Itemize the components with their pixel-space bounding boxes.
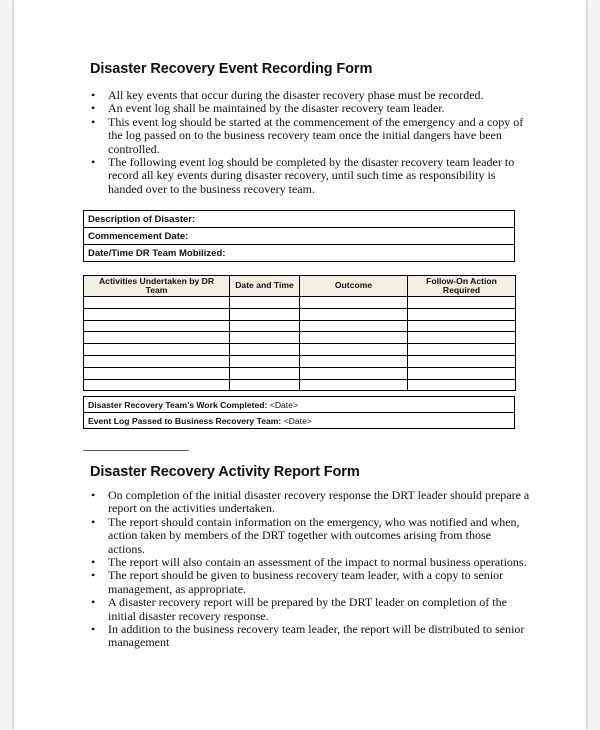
document-page bbox=[14, 0, 586, 730]
table-cell[interactable] bbox=[300, 332, 408, 344]
dr-team-mobilized-field[interactable]: Date/Time DR Team Mobilized: bbox=[84, 245, 515, 262]
disaster-info-table bbox=[83, 210, 515, 262]
column-header-follow-on: Follow-On Action Required bbox=[408, 276, 516, 297]
column-header-date-time: Date and Time bbox=[230, 276, 300, 297]
table-cell[interactable] bbox=[230, 344, 300, 356]
table-row bbox=[84, 332, 516, 344]
table-cell[interactable] bbox=[408, 379, 516, 391]
log-passed-label: Event Log Passed to Business Recovery Team: bbox=[88, 415, 282, 426]
table-cell[interactable] bbox=[84, 297, 230, 309]
table-cell[interactable] bbox=[408, 297, 516, 309]
event-recording-form-title: Disaster Recovery Event Recording Form bbox=[90, 61, 373, 77]
table-cell[interactable] bbox=[84, 379, 230, 391]
list-item: • A disaster recovery report will be prepared by the DRT leader on completion of the initial disaster recovery response. bbox=[90, 596, 530, 623]
table-cell[interactable] bbox=[230, 332, 300, 344]
table-row bbox=[84, 211, 515, 228]
log-passed-field[interactable] bbox=[84, 413, 515, 429]
table-row bbox=[84, 413, 515, 429]
activity-report-instructions bbox=[90, 489, 530, 650]
table-cell[interactable] bbox=[84, 320, 230, 332]
table-row bbox=[84, 245, 515, 262]
column-header-activities: Activities Undertaken by DR Team bbox=[84, 276, 230, 297]
table-cell[interactable] bbox=[300, 320, 408, 332]
table-cell[interactable] bbox=[408, 308, 516, 320]
log-passed-date-placeholder: <Date> bbox=[283, 415, 312, 426]
table-cell[interactable] bbox=[300, 367, 408, 379]
list-item: • All key events that occur during the disaster recovery phase must be recorded. bbox=[90, 89, 530, 102]
table-cell[interactable] bbox=[230, 320, 300, 332]
table-row bbox=[84, 228, 515, 245]
event-recording-instructions bbox=[90, 89, 530, 196]
table-cell[interactable] bbox=[300, 308, 408, 320]
list-item: • The report should be given to business recovery team leader, with a copy to senior management, as appropriate. bbox=[90, 569, 530, 596]
table-cell[interactable] bbox=[230, 355, 300, 367]
table-row bbox=[84, 397, 515, 413]
table-row bbox=[84, 344, 516, 356]
table-cell[interactable] bbox=[408, 355, 516, 367]
table-header-row bbox=[84, 276, 516, 297]
list-item: • This event log should be started at the commencement of the emergency and a copy of the log passed on to the business recovery team once the initial dangers have been controlled. bbox=[90, 116, 530, 156]
table-cell[interactable] bbox=[84, 367, 230, 379]
description-of-disaster-field[interactable]: Description of Disaster: bbox=[84, 211, 515, 228]
table-row bbox=[84, 308, 516, 320]
table-cell[interactable] bbox=[84, 308, 230, 320]
event-log-table bbox=[83, 275, 516, 391]
table-cell[interactable] bbox=[300, 297, 408, 309]
work-completed-field[interactable] bbox=[84, 397, 515, 413]
table-cell[interactable] bbox=[84, 332, 230, 344]
table-cell[interactable] bbox=[408, 320, 516, 332]
table-row bbox=[84, 355, 516, 367]
section-divider bbox=[83, 450, 189, 451]
work-completed-date-placeholder: <Date> bbox=[269, 399, 298, 410]
activity-report-form-title: Disaster Recovery Activity Report Form bbox=[90, 464, 360, 480]
table-cell[interactable] bbox=[408, 367, 516, 379]
table-cell[interactable] bbox=[84, 344, 230, 356]
list-item: • In addition to the business recovery team leader, the report will be distributed to senior management bbox=[90, 623, 530, 650]
table-row bbox=[84, 379, 516, 391]
table-cell[interactable] bbox=[230, 379, 300, 391]
column-header-outcome: Outcome bbox=[300, 276, 408, 297]
completion-table bbox=[83, 396, 515, 429]
list-item: • The report will also contain an assessment of the impact to normal business operations. bbox=[90, 556, 530, 569]
list-item: • The report should contain information on the emergency, who was notified and when, action taken by members of the DRT together with outcomes arising from those actions. bbox=[90, 516, 530, 556]
table-cell[interactable] bbox=[84, 355, 230, 367]
table-row bbox=[84, 297, 516, 309]
table-cell[interactable] bbox=[300, 344, 408, 356]
work-completed-label: Disaster Recovery Team's Work Completed: bbox=[88, 399, 268, 410]
table-cell[interactable] bbox=[230, 367, 300, 379]
table-cell[interactable] bbox=[300, 355, 408, 367]
list-item: • On completion of the initial disaster recovery response the DRT leader should prepare a report on the activities undertaken. bbox=[90, 489, 530, 516]
table-cell[interactable] bbox=[408, 332, 516, 344]
table-row bbox=[84, 367, 516, 379]
list-item: • An event log shall be maintained by the disaster recovery team leader. bbox=[90, 102, 530, 115]
table-row bbox=[84, 320, 516, 332]
table-cell[interactable] bbox=[230, 297, 300, 309]
commencement-date-field[interactable]: Commencement Date: bbox=[84, 228, 515, 245]
list-item: • The following event log should be completed by the disaster recovery team leader to record all key events during disaster recovery, until such time as responsibility is handed over to the business recovery team. bbox=[90, 156, 530, 196]
table-cell[interactable] bbox=[300, 379, 408, 391]
table-cell[interactable] bbox=[230, 308, 300, 320]
table-cell[interactable] bbox=[408, 344, 516, 356]
